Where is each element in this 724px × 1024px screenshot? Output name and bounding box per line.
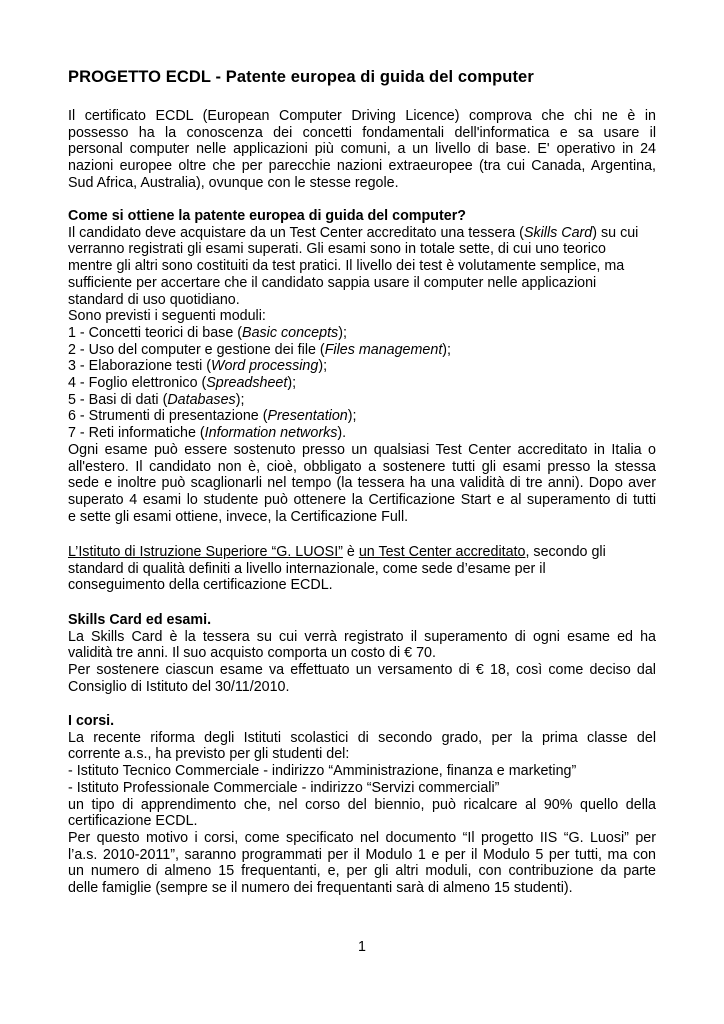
text-line: standard di uso quotidiano. (68, 291, 240, 308)
section-heading: Skills Card ed esami. (68, 612, 212, 628)
text-line: verranno registrati gli esami superati. Gli esami sono in totale sette, di cui uno teorico (68, 241, 606, 258)
text-line: e sette gli esami ottiene, invece, la Certificazione Full. (68, 508, 409, 525)
text-line: - Istituto Tecnico Commerciale - indirizzo “Amministrazione, finanza e marketing” (68, 763, 577, 780)
text-line: Per questo motivo i corsi, come specificato nel documento “Il progetto IIS “G. Luosi” per (68, 829, 656, 846)
text-line: Sud Africa, Australia), ovunque con le stesse regole. (68, 174, 399, 191)
text-line: mentre gli altri sono costituiti da test pratici. Il livello dei test è volutamente semplice, ma (68, 258, 625, 275)
module-item: 5 - Basi di dati (Databases); (68, 391, 245, 408)
text-line: Sono previsti i seguenti moduli: (68, 308, 266, 325)
text-line: certificazione ECDL. (68, 813, 198, 830)
text-line: Consiglio di Istituto del 30/11/2010. (68, 678, 290, 695)
section-heading: I corsi. (68, 713, 115, 729)
section-how-to-obtain (68, 208, 656, 525)
intro-paragraph (68, 108, 656, 192)
module-item: 4 - Foglio elettronico (Spreadsheet); (68, 375, 297, 392)
page-number: 1 (358, 939, 366, 955)
text-line: La recente riforma degli Istituti scolastici di secondo grado, per la prima classe del (68, 729, 656, 746)
text-line: sufficiente per accertare che il candidato sappia usare il computer nelle applicazioni (68, 274, 597, 291)
section-skills-card (68, 612, 656, 696)
text-line: Ogni esame può essere sostenuto presso un qualsiasi Test Center accreditato in Italia o (68, 441, 656, 458)
text-line: all'estero. Il candidato non è, cioè, obbligato a sostenere tutti gli esami presso la stessa (68, 458, 656, 475)
text-line: standard di qualità definiti a livello internazionale, come sede d’esame per il (68, 560, 546, 577)
istituto-paragraph (68, 544, 656, 594)
text-line: Il candidato deve acquistare da un Test Center accreditato una tessera (Skills Card) su cui (68, 224, 639, 241)
text-line: conseguimento della certificazione ECDL. (68, 577, 333, 594)
module-item: 2 - Uso del computer e gestione dei file (Files management); (68, 341, 452, 358)
text-line: un numero di almeno 15 frequentanti, e, per gli altri moduli, con contribuzione da parte (68, 863, 656, 880)
module-item: 6 - Strumenti di presentazione (Presentation); (68, 408, 357, 425)
section-heading: Come si ottiene la patente europea di guida del computer? (68, 208, 466, 224)
document-title: PROGETTO ECDL - Patente europea di guida del computer (68, 68, 534, 86)
text-line: validità tre anni. Il suo acquisto comporta un costo di € 70. (68, 645, 436, 662)
text-line: La Skills Card è la tessera su cui verrà registrato il superamento di ogni esame ed ha (68, 628, 656, 645)
text-line: - Istituto Professionale Commerciale - indirizzo “Servizi commerciali” (68, 779, 500, 796)
text-line: possesso ha la conoscenza dei concetti fondamentali dell'informatica e sa usare il (68, 124, 656, 141)
text-line: personal computer nelle applicazioni più comuni, a un livello di base. E' operativo in 24 (68, 141, 656, 158)
text-line: superato 4 esami lo studente può ottenere la Certificazione Start e al superamento di tutti (68, 491, 656, 508)
module-item: 7 - Reti informatiche (Information networks). (68, 425, 347, 442)
text-line: corrente a.s., ha previsto per gli studenti del: (68, 746, 350, 763)
text-line: un tipo di apprendimento che, nel corso del biennio, può ricalcare al 90% quello della (68, 796, 656, 813)
module-item: 1 - Concetti teorici di base (Basic concepts); (68, 324, 347, 341)
text-line: Il certificato ECDL (European Computer Driving Licence) comprova che chi ne è in (68, 108, 656, 124)
section-corsi (68, 713, 656, 897)
text-line: l’a.s. 2010-2011”, saranno programmati per il Modulo 1 e per il Modulo 5 per tutti, ma con (68, 846, 656, 863)
module-item: 3 - Elaborazione testi (Word processing); (68, 358, 328, 375)
text-line: delle famiglie (sempre se il numero dei frequentanti sarà di almeno 15 studenti). (68, 880, 573, 897)
text-line: Per sostenere ciascun esame va effettuato un versamento di € 18, così come deciso dal (68, 662, 656, 679)
text-line: nazioni europee oltre che per parecchie nazioni extraeuropee (tra cui Canada, Argentina, (68, 158, 656, 175)
text-line: sede e inoltre può scaglionarli nel tempo (la tessera ha una validità di tre anni). Dopo aver (68, 475, 656, 492)
text-line: L’Istituto di Istruzione Superiore “G. LUOSI” è un Test Center accreditato, secondo gli (68, 544, 606, 560)
